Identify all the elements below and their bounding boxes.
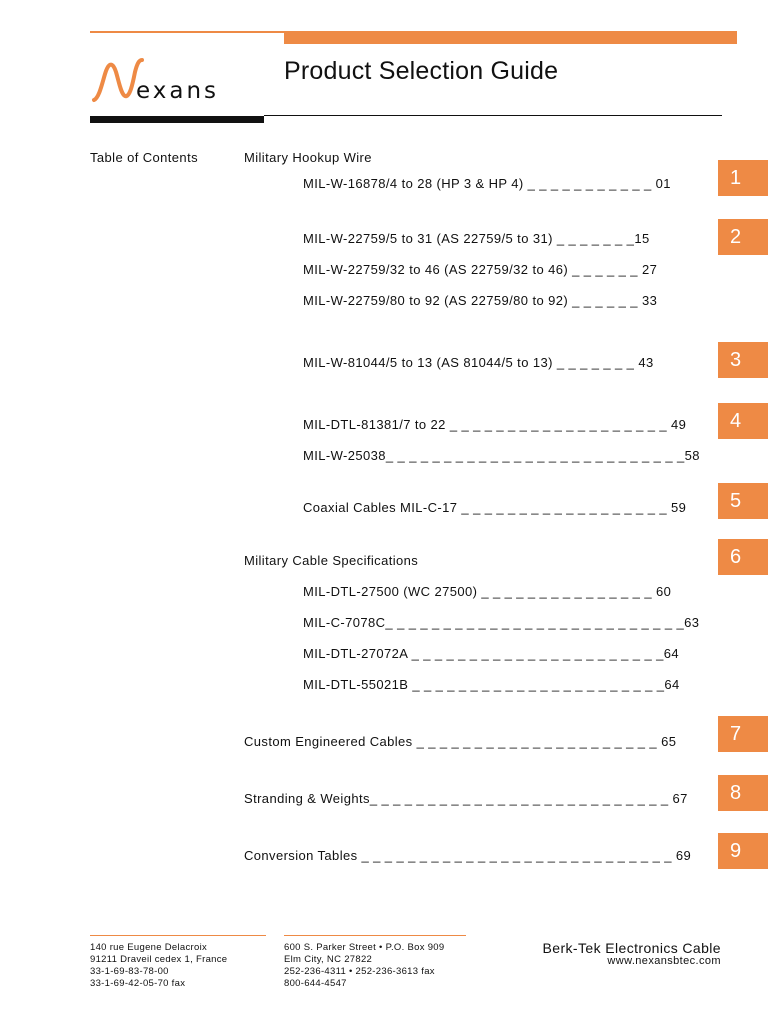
section-tab-7[interactable]: 7 (718, 716, 768, 752)
footer-address-line: 140 rue Eugene Delacroix (90, 942, 208, 953)
toc-entry[interactable]: MIL-DTL-27500 (WC 27500) _ _ _ _ _ _ _ _ _ _ _ _ _ _ _ 60 (303, 584, 672, 599)
toc-entry[interactable]: MIL-DTL-27072A _ _ _ _ _ _ _ _ _ _ _ _ _ _ _ _ _ _ _ _ _ _64 (303, 646, 679, 661)
toc-entry[interactable]: MIL-DTL-55021B _ _ _ _ _ _ _ _ _ _ _ _ _ _ _ _ _ _ _ _ _ _64 (303, 677, 680, 692)
footer-address-usa (284, 942, 444, 990)
toc-entry[interactable]: MIL-DTL-81381/7 to 22 _ _ _ _ _ _ _ _ _ _ _ _ _ _ _ _ _ _ _ 49 (303, 417, 687, 432)
header-thick-bar (284, 31, 737, 44)
section-tab-3[interactable]: 3 (718, 342, 768, 378)
brand-wordmark: exans (136, 78, 220, 104)
footer-fax: 33-1-69-42-05-70 fax (90, 978, 186, 989)
section-tab-4[interactable]: 4 (718, 403, 768, 439)
toc-section-military-cable-specs: Military Cable Specifications (244, 553, 419, 568)
toc-entry[interactable]: Conversion Tables _ _ _ _ _ _ _ _ _ _ _ _ _ _ _ _ _ _ _ _ _ _ _ _ _ _ _ 69 (244, 848, 692, 863)
footer-rule-left (90, 935, 266, 936)
footer-phone: 33-1-69-83-78-00 (90, 966, 169, 977)
toc-entry[interactable]: MIL-W-22759/32 to 46 (AS 22759/32 to 46) _ _ _ _ _ _ 27 (303, 262, 658, 277)
footer-rule-middle (284, 935, 466, 936)
nexans-logo (90, 54, 260, 110)
toc-entry[interactable]: Coaxial Cables MIL-C-17 _ _ _ _ _ _ _ _ _ _ _ _ _ _ _ _ _ _ 59 (303, 500, 687, 515)
section-tab-1[interactable]: 1 (718, 160, 768, 196)
footer-website-link[interactable]: www.nexansbtec.com (607, 955, 721, 967)
footer-phone-fax: 252-236-4311 • 252-236-3613 fax (284, 966, 435, 977)
header-thin-rule (90, 31, 284, 33)
toc-entry[interactable]: Stranding & Weights_ _ _ _ _ _ _ _ _ _ _ _ _ _ _ _ _ _ _ _ _ _ _ _ _ _ 67 (244, 791, 688, 806)
footer-address-line: 600 S. Parker Street • P.O. Box 909 (284, 942, 445, 953)
footer-company-name: Berk-Tek Electronics Cable (542, 940, 721, 956)
section-tab-9[interactable]: 9 (718, 833, 768, 869)
section-tab-5[interactable]: 5 (718, 483, 768, 519)
footer-address-line: Elm City, NC 27822 (284, 954, 373, 965)
section-tab-6[interactable]: 6 (718, 539, 768, 575)
toc-entry[interactable]: MIL-W-81044/5 to 13 (AS 81044/5 to 13) _ _ _ _ _ _ _ 43 (303, 355, 654, 370)
toc-entry[interactable]: Custom Engineered Cables _ _ _ _ _ _ _ _ _ _ _ _ _ _ _ _ _ _ _ _ _ 65 (244, 734, 677, 749)
toc-entry[interactable]: MIL-W-22759/5 to 31 (AS 22759/5 to 31) _ _ _ _ _ _ _15 (303, 231, 650, 246)
footer-address-line: 91211 Draveil cedex 1, France (90, 954, 228, 965)
toc-entry[interactable]: MIL-W-16878/4 to 28 (HP 3 & HP 4) _ _ _ _ _ _ _ _ _ _ _ 01 (303, 176, 671, 191)
toc-section-military-hookup-wire: Military Hookup Wire (244, 150, 372, 165)
toc-entry[interactable]: MIL-W-22759/80 to 92 (AS 22759/80 to 92) _ _ _ _ _ _ 33 (303, 293, 658, 308)
footer-phone: 800-644-4547 (284, 978, 347, 989)
toc-heading: Table of Contents (90, 150, 198, 165)
footer-address-france (90, 942, 227, 990)
page-title: Product Selection Guide (284, 57, 559, 85)
toc-entry[interactable]: MIL-C-7078C_ _ _ _ _ _ _ _ _ _ _ _ _ _ _ _ _ _ _ _ _ _ _ _ _ _63 (303, 615, 700, 630)
section-tab-8[interactable]: 8 (718, 775, 768, 811)
section-tab-2[interactable]: 2 (718, 219, 768, 255)
toc-entry[interactable]: MIL-W-25038_ _ _ _ _ _ _ _ _ _ _ _ _ _ _ _ _ _ _ _ _ _ _ _ _ _58 (303, 448, 700, 463)
header-rule (264, 115, 722, 116)
logo-underline (90, 116, 264, 123)
